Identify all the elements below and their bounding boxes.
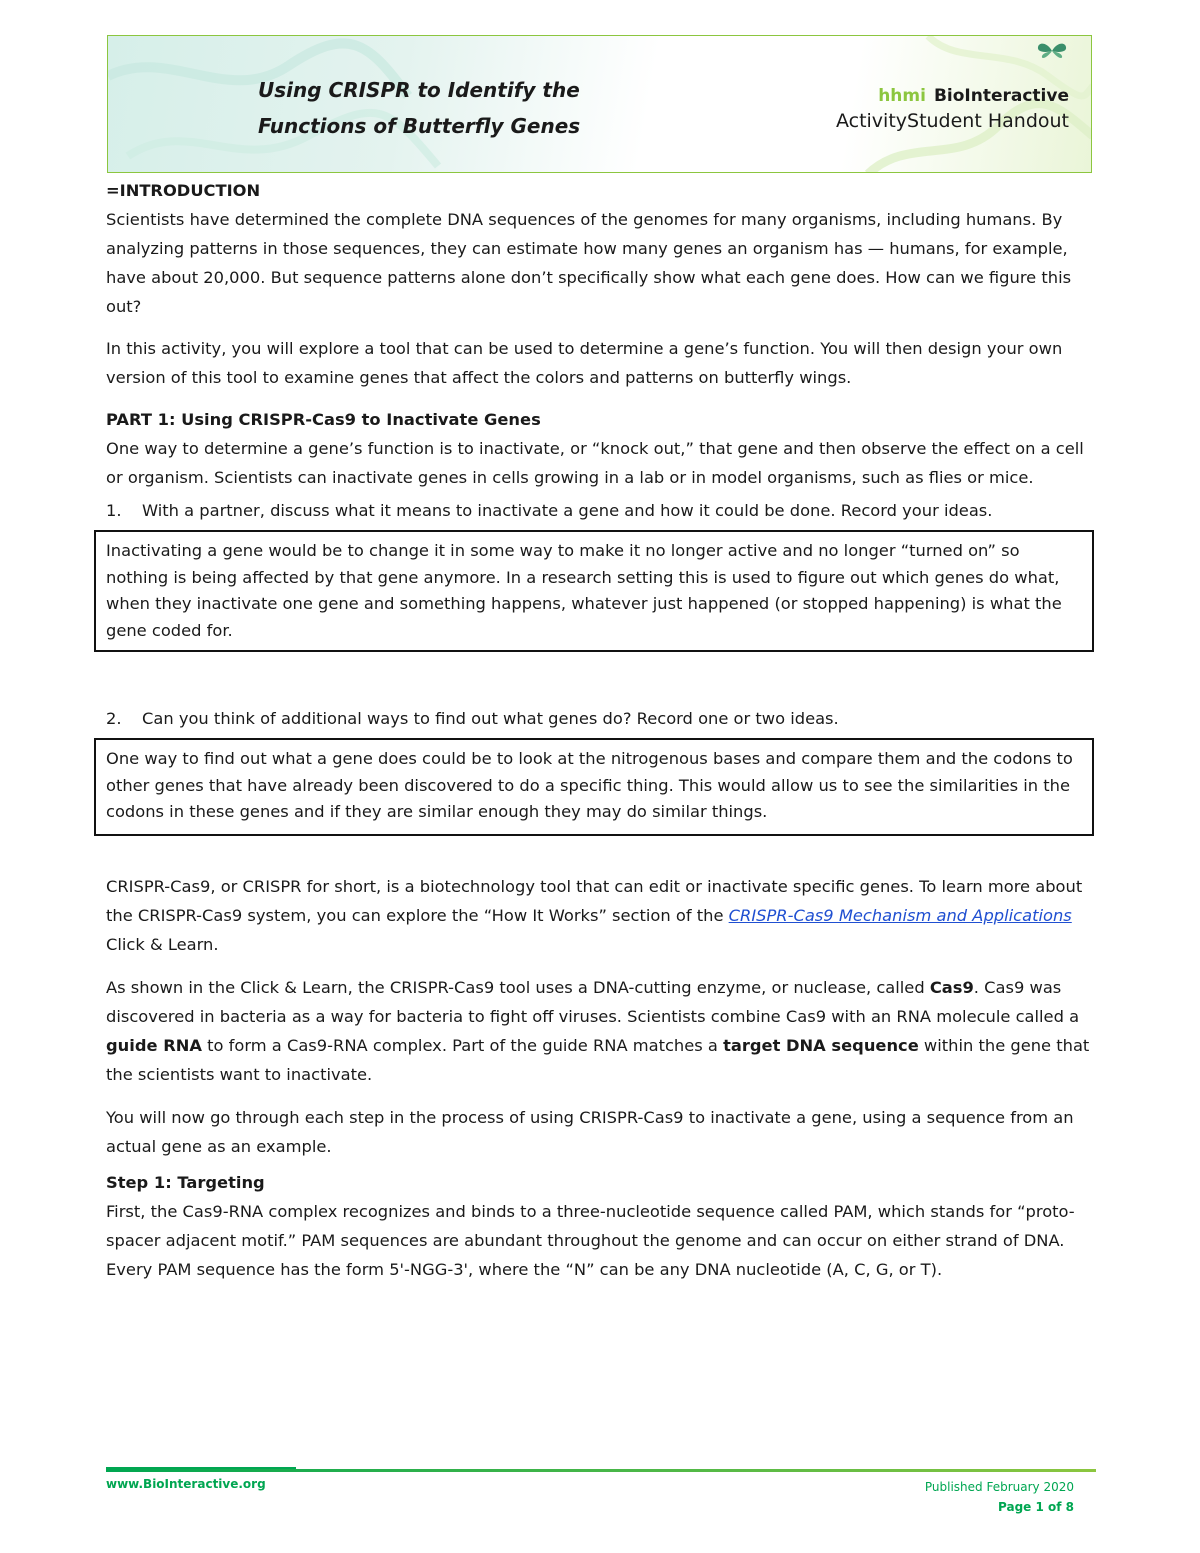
brand-biointeractive: BioInteractive [933, 86, 1069, 106]
page-title: Using CRISPR to Identify the Functions of Butterfly Genes [258, 78, 581, 138]
butterfly-logo-icon [1035, 40, 1069, 62]
part1-heading: PART 1: Using CRISPR-Cas9 to Inactivate Genes [106, 410, 541, 429]
question-2-number: 2. [106, 709, 122, 728]
intro-heading: =INTRODUCTION [106, 181, 261, 200]
main-content [106, 176, 1096, 1284]
footer-divider [106, 1469, 1096, 1472]
answer-box-1[interactable]: Inactivating a gene would be to change it in some way to make it no longer active and no longer “turned on” so nothing is being affected by that gene anymore. In a research setting this is used to figure out which genes do what, when they inactivate one gene and something happens, whatever just happened (or stopped happening) is what the gene coded for. [94, 530, 1094, 652]
footer-page-number: Page 1 of 8 [998, 1500, 1074, 1514]
question-1 [106, 496, 1096, 525]
step1-paragraph: First, the Cas9-RNA complex recognizes and binds to a three-nucleotide sequence called PAM, which stands for “proto-spacer adjacent motif.” PAM sequences are abundant throughout the genome and can occur on either strand of DNA. Every PAM sequence has the form 5'-NGG-3', where the “N” can be any DNA nucleotide (A, C, G, or T). [106, 1201, 1075, 1279]
brand-logo [878, 86, 1069, 106]
cas9-paragraph: As shown in the Click & Learn, the CRISPR-Cas9 tool uses a DNA-cutting enzyme, or nuclease, called Cas9. Cas9 was discovered in bacteria as a way for bacteria to fight off viruses. Scientists combine Cas9 with an RNA molecule called a guide RNA to form a Cas9-RNA complex. Part of the guide RNA matches a target DNA sequence within the gene that the scientists want to inactivate. [106, 977, 1090, 1084]
question-1-prompt: With a partner, discuss what it means to inactivate a gene and how it could be done. Record your ideas. [142, 501, 993, 520]
part1-paragraph: One way to determine a gene’s function is to inactivate, or “knock out,” that gene and then observe the effect on a cell or organism. Scientists can inactivate genes in cells growing in a lab or in model organisms, such as flies or mice. [106, 439, 1084, 487]
question-2 [106, 704, 1096, 733]
brand-hhmi: hhmi [878, 86, 926, 106]
intro-paragraph-2: In this activity, you will explore a tool that can be used to determine a gene’s function. You will then design your own version of this tool to examine genes that affect the colors and patterns on butterfly wings. [106, 339, 1063, 387]
footer-website[interactable]: www.BioInteractive.org [106, 1477, 266, 1491]
process-paragraph: You will now go through each step in the process of using CRISPR-Cas9 to inactivate a gene, using a sequence from an actual gene as an example. [106, 1107, 1074, 1156]
document-type: ActivityStudent Handout [835, 110, 1069, 132]
question-1-number: 1. [106, 501, 122, 520]
intro-paragraph-1: Scientists have determined the complete DNA sequences of the genomes for many organisms, including humans. By analyzing patterns in those sequences, they can estimate how many genes an organism has — humans, for example, have about 20,000. But sequence patterns alone don’t specifically show what each gene does. How can we figure this out? [106, 210, 1072, 316]
footer-meta [925, 1477, 1074, 1517]
question-2-prompt: Can you think of additional ways to find out what genes do? Record one or two ideas. [142, 709, 839, 728]
crispr-paragraph: CRISPR-Cas9, or CRISPR for short, is a biotechnology tool that can edit or inactivate specific genes. To learn more about the CRISPR-Cas9 system, you can explore the “How It Works” section of the CRISPR-Cas9 Mechanism and Applications Click & Learn. [106, 876, 1083, 954]
crispr-mechanism-link[interactable]: CRISPR-Cas9 Mechanism and Applications [728, 905, 1072, 925]
header-banner [107, 35, 1092, 173]
step1-heading: Step 1: Targeting [106, 1172, 265, 1192]
answer-box-2[interactable]: One way to find out what a gene does could be to look at the nitrogenous bases and compare them and the codons to other genes that have already been discovered to do a specific thing. This would allow us to see the similarities in the codons in these genes and if they are similar enough they may do similar things. [94, 738, 1094, 836]
footer-published: Published February 2020 [924, 1480, 1074, 1494]
